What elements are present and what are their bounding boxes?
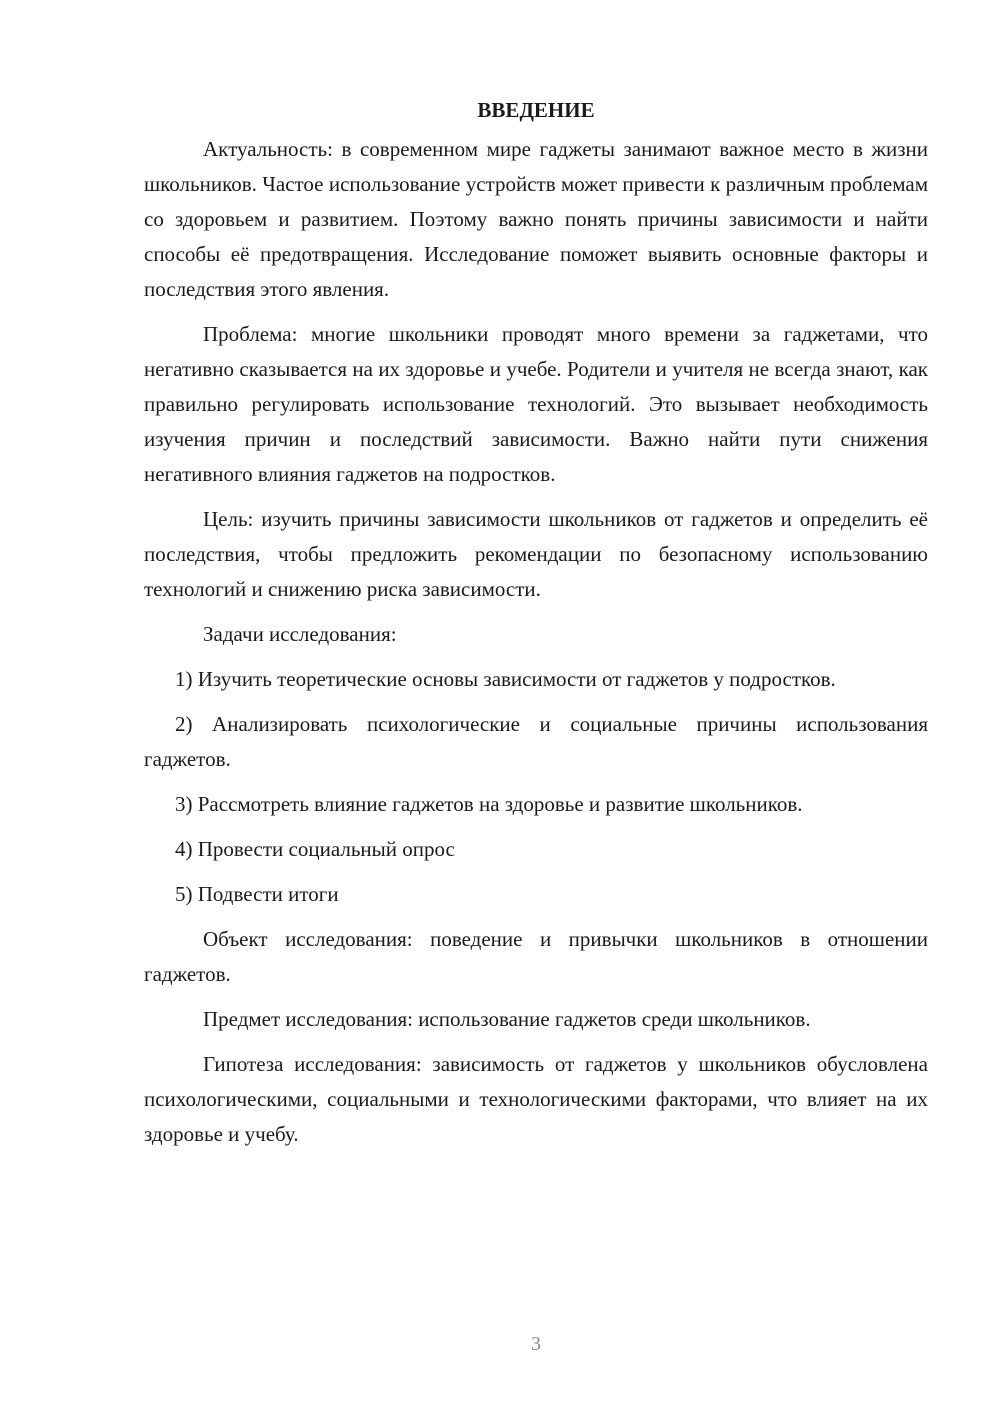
page-number: 3: [531, 1333, 541, 1355]
task-item: 5) Подвести итоги: [175, 882, 339, 906]
paragraph-problem: Проблема: многие школьники проводят много времени за гаджетами, что негативно сказывается на их здоровье и учебе. Родители и учителя не всегда знают, как правильно регулировать использование технологий. Это вызывает необходимость изучения причин и последствий зависимости. Важно найти пути снижения негативного влияния гаджетов на подростков.: [144, 322, 928, 486]
section-title: ВВЕДЕНИЕ: [477, 98, 595, 122]
tasks-heading: Задачи исследования:: [203, 622, 397, 646]
paragraph-object: Объект исследования: поведение и привычки школьников в отношении гаджетов.: [144, 927, 928, 986]
paragraph-hypothesis: Гипотеза исследования: зависимость от гаджетов у школьников обусловлена психологическими, социальными и технологическими факторами, что влияет на их здоровье и учебу.: [144, 1052, 928, 1146]
task-item: 2) Анализировать психологические и социальные причины использования гаджетов.: [144, 712, 928, 771]
task-item: 1) Изучить теоретические основы зависимости от гаджетов у подростков.: [175, 667, 836, 691]
page-content: [144, 96, 928, 1152]
task-item: 4) Провести социальный опрос: [175, 837, 455, 861]
paragraph-relevance: Актуальность: в современном мире гаджеты занимают важное место в жизни школьников. Частое использование устройств может привести к различным проблемам со здоровьем и развитием. Поэтому важно понять причины зависимости и найти способы её предотвращения. Исследование поможет выявить основные факторы и последствия этого явления.: [144, 137, 928, 301]
task-item: 3) Рассмотреть влияние гаджетов на здоровье и развитие школьников.: [175, 792, 803, 816]
paragraph-goal: Цель: изучить причины зависимости школьников от гаджетов и определить её последствия, чтобы предложить рекомендации по безопасному использованию технологий и снижению риска зависимости.: [144, 507, 928, 601]
paragraph-subject: Предмет исследования: использование гаджетов среди школьников.: [203, 1007, 811, 1031]
